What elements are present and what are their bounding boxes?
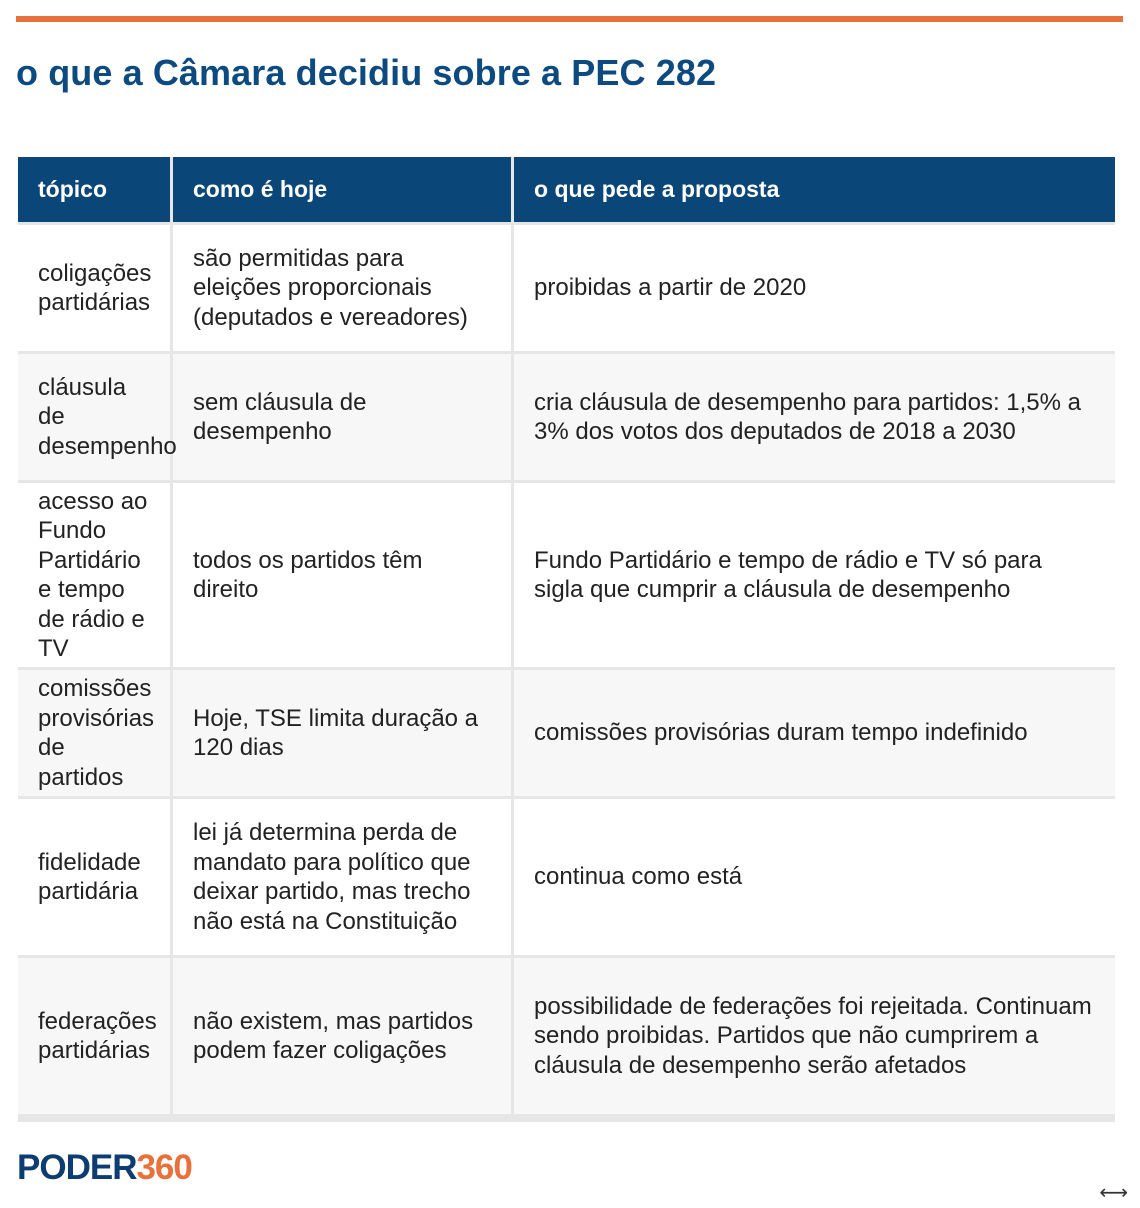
table-row <box>18 958 1115 1114</box>
header-proposal: o que pede a proposta <box>514 157 1115 222</box>
proposal-cell: continua como está <box>514 799 1115 955</box>
topic-cell: comissões provisórias de partidos <box>18 670 170 796</box>
table-row <box>18 670 1115 796</box>
proposal-cell: proibidas a partir de 2020 <box>514 225 1115 351</box>
table-row <box>18 225 1115 351</box>
proposal-cell: possibilidade de federações foi rejeitada. Continuam sendo proibidas. Partidos que não cumprirem a cláusula de desempenho serão afetados <box>514 958 1115 1114</box>
table-row <box>18 799 1115 955</box>
current-cell: sem cláusula de desempenho <box>173 354 511 480</box>
topic-cell: cláusula de desempenho <box>18 354 170 480</box>
proposal-cell: cria cláusula de desempenho para partidos: 1,5% a 3% dos votos dos deputados de 2018 a 2030 <box>514 354 1115 480</box>
poder360-logo <box>17 1148 192 1188</box>
topic-cell: coligações partidárias <box>18 225 170 351</box>
comparison-table <box>15 154 1118 1117</box>
top-accent-rule <box>16 16 1123 22</box>
table-row <box>18 354 1115 480</box>
table-header-row <box>18 157 1115 222</box>
current-cell: são permitidas para eleições proporcionais (deputados e vereadores) <box>173 225 511 351</box>
logo-number: 360 <box>136 1148 192 1187</box>
page-title: o que a Câmara decidiu sobre a PEC 282 <box>16 52 717 93</box>
comparison-table-container <box>18 157 1115 1122</box>
proposal-cell: comissões provisórias duram tempo indefinido <box>514 670 1115 796</box>
current-cell: Hoje, TSE limita duração a 120 dias <box>173 670 511 796</box>
topic-cell: fidelidade partidária <box>18 799 170 955</box>
header-topic: tópico <box>18 157 170 222</box>
expand-horizontal-icon[interactable]: ⟷ <box>1099 1180 1128 1204</box>
current-cell: lei já determina perda de mandato para político que deixar partido, mas trecho não está na Constituição <box>173 799 511 955</box>
topic-cell: federações partidárias <box>18 958 170 1114</box>
logo-text: PODER <box>17 1148 137 1187</box>
table-row <box>18 483 1115 667</box>
topic-cell: acesso ao Fundo Partidário e tempo de rádio e TV <box>18 483 170 667</box>
proposal-cell: Fundo Partidário e tempo de rádio e TV só para sigla que cumprir a cláusula de desempenho <box>514 483 1115 667</box>
current-cell: não existem, mas partidos podem fazer coligações <box>173 958 511 1114</box>
current-cell: todos os partidos têm direito <box>173 483 511 667</box>
header-current: como é hoje <box>173 157 511 222</box>
